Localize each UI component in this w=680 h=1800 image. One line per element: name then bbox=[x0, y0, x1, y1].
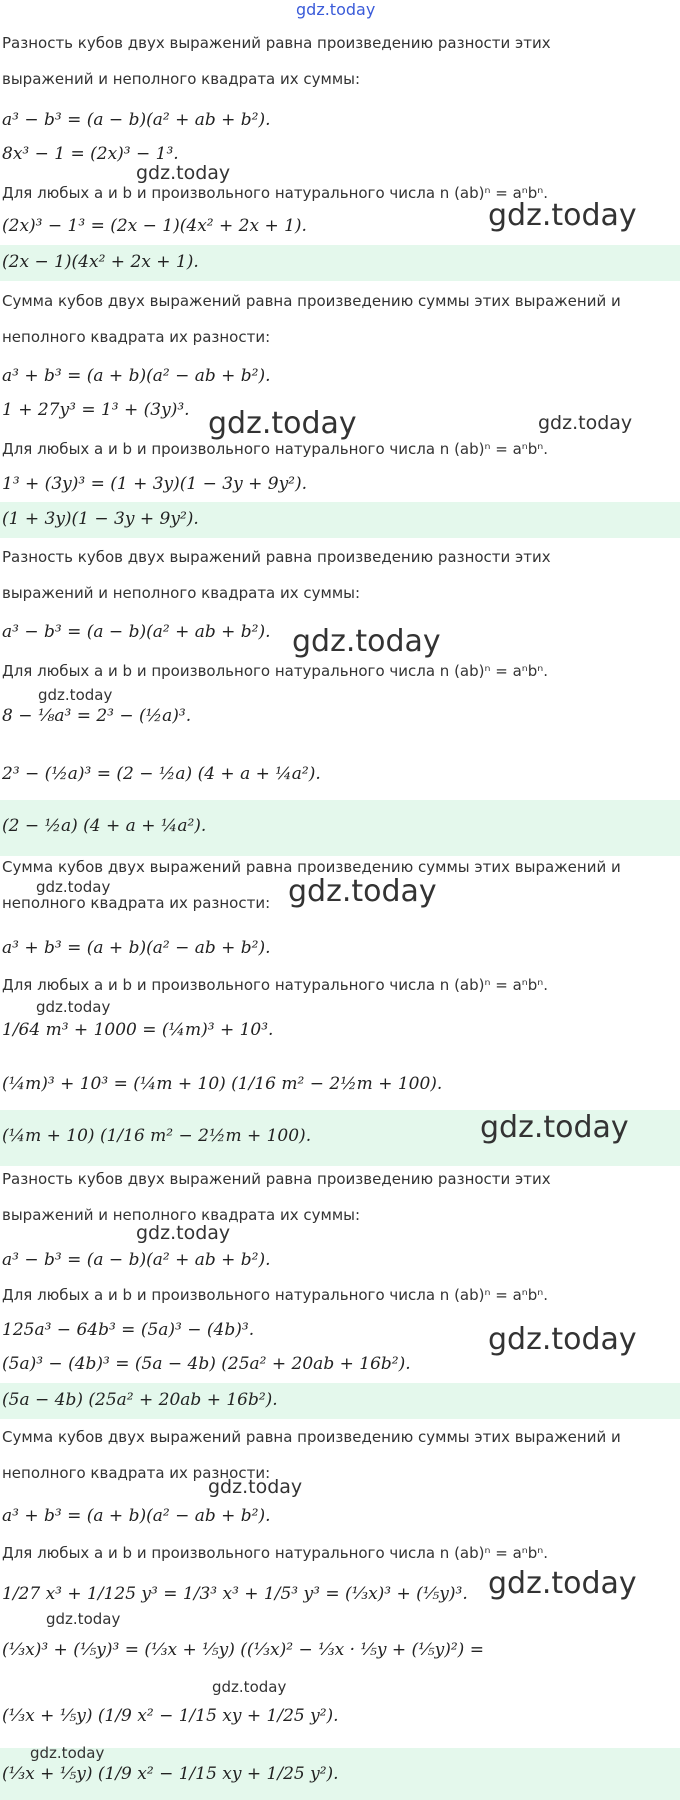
answer: (2x − 1)(4x² + 2x + 1). bbox=[2, 252, 199, 272]
statement-line: Сумма кубов двух выражений равна произведению суммы этих выражений и bbox=[2, 292, 621, 310]
answer: (1 + 3y)(1 − 3y + 9y²). bbox=[2, 509, 199, 529]
formula: (2x)³ − 1³ = (2x − 1)(4x² + 2x + 1). bbox=[2, 216, 307, 236]
watermark: gdz.today bbox=[488, 1322, 637, 1357]
formula: a³ − b³ = (a − b)(a² + ab + b²). bbox=[2, 110, 271, 130]
statement-line: выражений и неполного квадрата их суммы: bbox=[2, 70, 361, 88]
formula: a³ − b³ = (a − b)(a² + ab + b²). bbox=[2, 1250, 271, 1270]
watermark: gdz.today bbox=[538, 412, 633, 434]
rule-text: Для любых a и b и произвольного натурального числа n (ab)ⁿ = aⁿbⁿ. bbox=[2, 662, 548, 680]
statement-line: Сумма кубов двух выражений равна произведению суммы этих выражений и bbox=[2, 858, 621, 876]
statement-line: неполного квадрата их разности: bbox=[2, 894, 271, 912]
formula: 125a³ − 64b³ = (5a)³ − (4b)³. bbox=[2, 1320, 255, 1340]
statement-line: Сумма кубов двух выражений равна произведению суммы этих выражений и bbox=[2, 1428, 621, 1446]
formula: a³ + b³ = (a + b)(a² − ab + b²). bbox=[2, 366, 271, 386]
watermark: gdz.today bbox=[30, 1744, 105, 1762]
watermark: gdz.today bbox=[288, 874, 437, 909]
watermark: gdz.today bbox=[208, 1476, 303, 1498]
formula: a³ + b³ = (a + b)(a² − ab + b²). bbox=[2, 1506, 271, 1526]
formula: (¼m)³ + 10³ = (¼m + 10) (1/16 m² − 2½m + 100). bbox=[2, 1074, 443, 1094]
statement-line: Разность кубов двух выражений равна произведению разности этих bbox=[2, 1170, 551, 1188]
watermark: gdz.today bbox=[292, 624, 441, 659]
formula: (⅓x + ⅕y) (1/9 x² − 1/15 xy + 1/25 y²). bbox=[2, 1706, 339, 1726]
formula: 8 − ⅛a³ = 2³ − (½a)³. bbox=[2, 706, 192, 726]
statement-line: Разность кубов двух выражений равна произведению разности этих bbox=[2, 548, 551, 566]
statement-line: выражений и неполного квадрата их суммы: bbox=[2, 584, 361, 602]
formula: (⅓x)³ + (⅕y)³ = (⅓x + ⅕y) ((⅓x)² − ⅓x · ⅕y + (⅕y)²) = bbox=[2, 1640, 484, 1660]
rule-text: Для любых a и b и произвольного натурального числа n (ab)ⁿ = aⁿbⁿ. bbox=[2, 1286, 548, 1304]
formula: 1³ + (3y)³ = (1 + 3y)(1 − 3y + 9y²). bbox=[2, 474, 308, 494]
watermark: gdz.today bbox=[36, 998, 111, 1016]
answer: (⅓x + ⅕y) (1/9 x² − 1/15 xy + 1/25 y²). bbox=[2, 1764, 339, 1784]
answer: (5a − 4b) (25a² + 20ab + 16b²). bbox=[2, 1390, 278, 1410]
formula: a³ + b³ = (a + b)(a² − ab + b²). bbox=[2, 938, 271, 958]
statement-line: неполного квадрата их разности: bbox=[2, 328, 271, 346]
watermark: gdz.today bbox=[36, 878, 111, 896]
statement-line: Разность кубов двух выражений равна произведению разности этих bbox=[2, 34, 551, 52]
watermark: gdz.today bbox=[488, 1566, 637, 1601]
answer: (¼m + 10) (1/16 m² − 2½m + 100). bbox=[2, 1126, 312, 1146]
statement-line: выражений и неполного квадрата их суммы: bbox=[2, 1206, 361, 1224]
formula: (5a)³ − (4b)³ = (5a − 4b) (25a² + 20ab + 16b²). bbox=[2, 1354, 411, 1374]
rule-text: Для любых a и b и произвольного натурального числа n (ab)ⁿ = aⁿbⁿ. bbox=[2, 440, 548, 458]
formula: 1/27 x³ + 1/125 y³ = 1/3³ x³ + 1/5³ y³ = (⅓x)³ + (⅕y)³. bbox=[2, 1584, 468, 1604]
watermark: gdz.today bbox=[38, 686, 113, 704]
rule-text: Для любых a и b и произвольного натурального числа n (ab)ⁿ = aⁿbⁿ. bbox=[2, 184, 548, 202]
formula: 1/64 m³ + 1000 = (¼m)³ + 10³. bbox=[2, 1020, 274, 1040]
formula: a³ − b³ = (a − b)(a² + ab + b²). bbox=[2, 622, 271, 642]
formula: 1 + 27y³ = 1³ + (3y)³. bbox=[2, 400, 190, 420]
header-watermark: gdz.today bbox=[296, 0, 376, 19]
watermark: gdz.today bbox=[136, 1222, 231, 1244]
watermark: gdz.today bbox=[480, 1110, 629, 1145]
statement-line: неполного квадрата их разности: bbox=[2, 1464, 271, 1482]
watermark: gdz.today bbox=[488, 198, 637, 233]
rule-text: Для любых a и b и произвольного натурального числа n (ab)ⁿ = aⁿbⁿ. bbox=[2, 1544, 548, 1562]
watermark: gdz.today bbox=[208, 406, 357, 441]
watermark: gdz.today bbox=[212, 1678, 287, 1696]
watermark: gdz.today bbox=[136, 162, 231, 184]
answer: (2 − ½a) (4 + a + ¼a²). bbox=[2, 816, 207, 836]
watermark: gdz.today bbox=[46, 1610, 121, 1628]
formula: 8x³ − 1 = (2x)³ − 1³. bbox=[2, 144, 179, 164]
rule-text: Для любых a и b и произвольного натурального числа n (ab)ⁿ = aⁿbⁿ. bbox=[2, 976, 548, 994]
formula: 2³ − (½a)³ = (2 − ½a) (4 + a + ¼a²). bbox=[2, 764, 321, 784]
